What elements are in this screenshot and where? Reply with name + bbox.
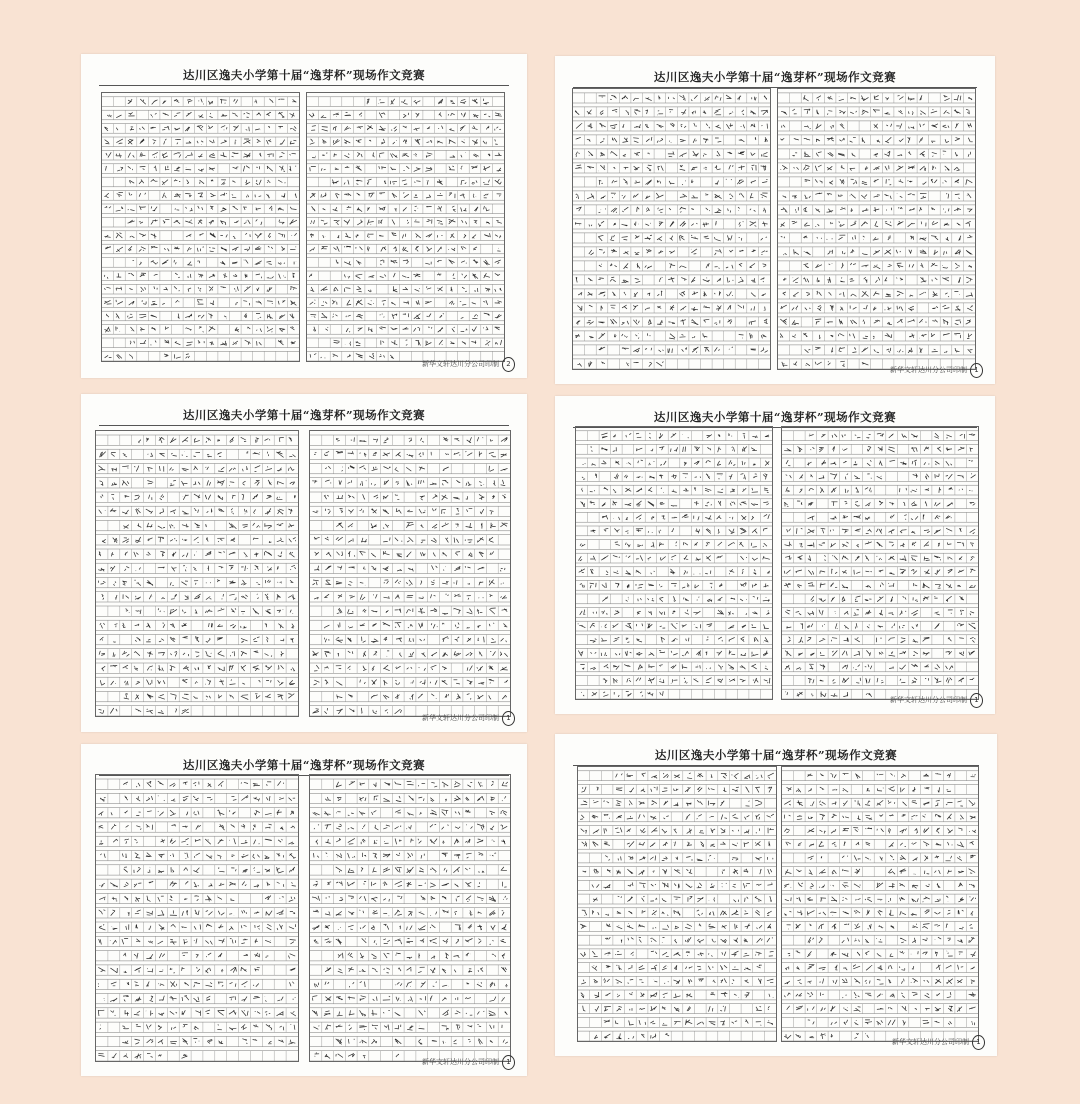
- printer-footer: 新华文轩达川分公司印制: [890, 366, 967, 374]
- handwriting-grid-right: [782, 427, 978, 699]
- sheet-title: 达川区逸夫小学第十届“逸芽杯”现场作文竞赛: [182, 758, 426, 772]
- page-number: 1: [972, 1035, 985, 1050]
- printer-footer: 新华文轩达川分公司印制: [890, 696, 967, 704]
- page-number: 1: [502, 711, 515, 726]
- writing-grid-right: [777, 88, 976, 370]
- printer-footer: 新华文轩达川分公司印制: [422, 714, 499, 722]
- handwriting-grid-left: [96, 431, 298, 716]
- handwriting-grid-left: [578, 767, 776, 1041]
- writing-grid-right: [781, 766, 979, 1042]
- page-number: 1: [970, 693, 983, 708]
- sheet-title: 达川区逸夫小学第十届“逸芽杯”现场作文竞赛: [182, 408, 426, 422]
- writing-grid-right: [309, 430, 511, 717]
- page-number: 2: [502, 357, 515, 372]
- handwriting-grid-right: [778, 89, 975, 369]
- sheet-title: 达川区逸夫小学第十届“逸芽杯”现场作文竞赛: [653, 410, 897, 424]
- handwriting-grid-right: [310, 431, 510, 716]
- writing-grid-left: [577, 766, 777, 1042]
- writing-grid-left: [101, 92, 300, 362]
- handwriting-grid-right: [782, 767, 978, 1041]
- writing-grid-left: [575, 426, 773, 700]
- essay-sheet-5: [81, 744, 527, 1076]
- printer-footer: 新华文轩达川分公司印制: [422, 360, 499, 368]
- printer-footer: 新华文轩达川分公司印制: [892, 1038, 969, 1046]
- handwriting-grid-left: [102, 93, 299, 361]
- sheet-title: 达川区逸夫小学第十届“逸芽杯”现场作文竞赛: [182, 68, 426, 82]
- writing-grid-right: [309, 774, 511, 1062]
- writing-grid-right: [306, 92, 505, 362]
- page-number: 1: [970, 363, 983, 378]
- page-number: 1: [502, 1055, 515, 1070]
- writing-grid-left: [95, 774, 299, 1062]
- sheet-title: 达川区逸夫小学第十届“逸芽杯”现场作文竞赛: [653, 70, 897, 84]
- essay-sheet-4: [555, 396, 995, 714]
- handwriting-grid-left: [576, 427, 772, 699]
- handwriting-grid-right: [310, 775, 510, 1061]
- divider: [99, 85, 509, 86]
- writing-grid-left: [95, 430, 299, 717]
- essay-sheet-2: [555, 56, 995, 384]
- essay-sheet-6: [555, 734, 997, 1056]
- sheet-title: 达川区逸夫小学第十届“逸芽杯”现场作文竞赛: [654, 748, 898, 762]
- writing-grid-left: [572, 88, 771, 370]
- handwriting-grid-left: [96, 775, 298, 1061]
- essay-sheet-3: [81, 394, 527, 732]
- divider: [99, 425, 509, 426]
- handwriting-grid-right: [307, 93, 504, 361]
- writing-grid-right: [781, 426, 979, 700]
- essay-sheet-1: [81, 54, 527, 378]
- handwriting-grid-left: [573, 89, 770, 369]
- printer-footer: 新华文轩达川分公司印制: [422, 1058, 499, 1066]
